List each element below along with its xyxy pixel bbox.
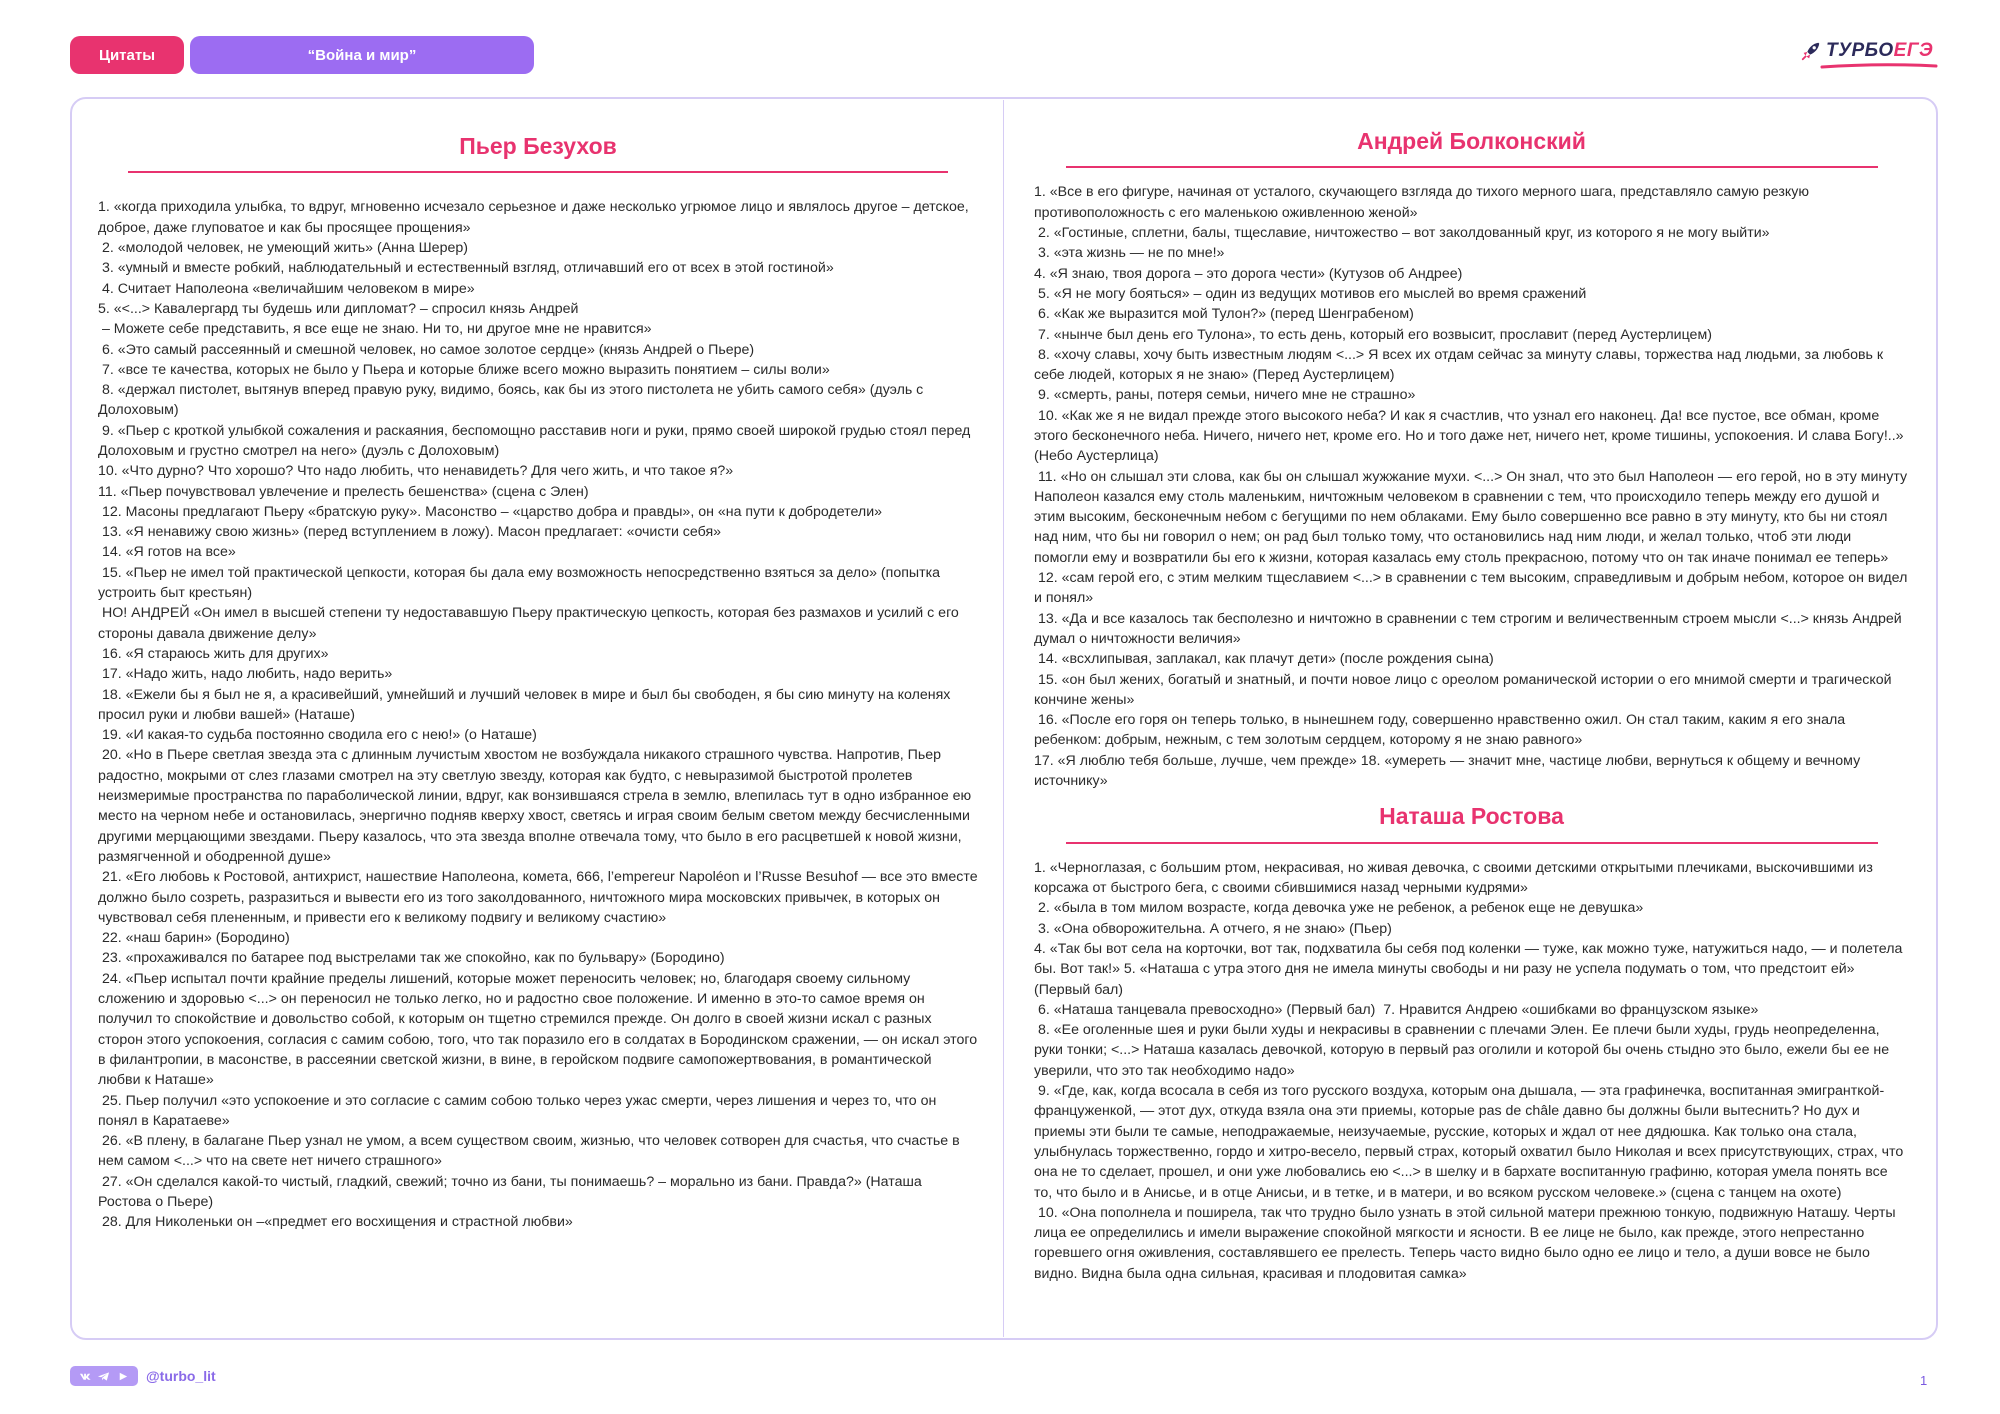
brand-underline-swoosh [1820, 62, 1938, 70]
quote-item: 22. «наш барин» (Бородино) [98, 930, 290, 947]
quote-item: 9. «Пьер с кроткой улыбкой сожаления и раскаяния, беспомощно расставив ноги и руки, прямо своей широкой грудью стоял перед Долоховым и грустно смотрел на него» (дуэль с Долоховым) [98, 422, 975, 459]
section-rule [128, 171, 948, 173]
quote-item: 8. «Ее оголенные шея и руки были худы и некрасивы в сравнении с плечами Элен. Ее плечи были худы, грудь неопределенна, руки тонки; <...> Наташа казалась девочкой, которую в первый раз оголили и которой бы очень стыдно это было, ежели бы ее не уверили, что это так необходимо надо» [1034, 1022, 1894, 1079]
quote-list-natasha [1034, 858, 1909, 1284]
quote-item: 9. «смерть, раны, потеря семьи, ничего мне не страшно» [1034, 387, 1416, 404]
quote-item: 2. «была в том милом возрасте, когда девочка уже не ребенок, а ребенок еще не девушка» [1034, 900, 1644, 917]
quote-item: 16. «Я стараюсь жить для других» [98, 645, 329, 662]
quote-item: 7. «нынче был день его Тулона», то есть день, который его возвысит, прославит (перед Аустерлицем) [1034, 326, 1712, 343]
quote-item: 17. «Надо жить, надо любить, надо верить» [98, 666, 393, 683]
quote-item: 3. «эта жизнь — не по мне!» [1034, 245, 1225, 262]
section-title-andrei: Андрей Болконский [1357, 128, 1586, 154]
quote-item: 23. «прохаживался по батарее под выстрелами так же спокойно, как по бульвару» (Бородино) [98, 950, 725, 967]
quote-item: 6. «Это самый рассеянный и смешной человек, но самое золотое сердце» (князь Андрей о Пьере) [98, 341, 755, 358]
quote-item: 11. «Но он слышал эти слова, как бы он слышал жужжание мухи. <...> Он знал, что это был Наполеон — его герой, но в эту минуту Наполеон казался ему столь маленьким, ничтожным человеком в сравнении с тем, что происходило теперь между его душой и этим высоким, бесконечным небом с бегущими по нем облаками. Ему было совершенно все равно в эту минуту, кто бы ни стоял над ним, что бы ни говорил о нем; он рад был только тому, что остановились над ним люди, и желал только, чтоб эти люди помогли ему и возвратили бы его к жизни, которая казалась ему столь прекрасною, потому что он так иначе понимал ее теперь» [1034, 468, 1912, 566]
quote-item: 28. Для Николеньки он –«предмет его восхищения и страстной любви» [98, 1214, 573, 1231]
vk-icon[interactable] [79, 1371, 92, 1382]
quote-item: 8. «хочу славы, хочу быть известным людям <...> Я всех их отдам сейчас за минуту славы, торжества над людьми, за любовь к себе людей, которых я не знаю» (Перед Аустерлицем) [1034, 346, 1887, 384]
social-handle[interactable]: @turbo_lit [146, 1368, 216, 1384]
brand-logo [1800, 28, 1940, 74]
quote-item: 5. «Я не могу бояться» – один из ведущих мотивов его мыслей во время сражений [1034, 285, 1587, 302]
quote-item: 15. «Пьер не имел той практической цепкости, которая бы дала ему возможность непосредственно взяться за дело» (попытка устроить быт крестьян) [98, 564, 944, 602]
quote-item: 4. «Я знаю, твоя дорога – это дорога чести» (Кутузов об Андрее) [1034, 265, 1463, 282]
quote-item: 16. «После его горя он теперь только, в нынешнем году, совершенно нравственно ожил. Он стал таким, каким я его знала ребенком: добрым, нежным, с тем золотым сердцем, которому я не знаю равного» [1034, 712, 1850, 749]
quote-item: НО! АНДРЕЙ «Он имел в высшей степени ту недостававшую Пьеру практическую цепкость, которая без размахов и усилий с его стороны давала движение делу» [98, 605, 963, 642]
quote-list-andrei [1034, 182, 1912, 791]
quote-item: 5. «<...> Кавалергард ты будешь или дипломат? – спросил князь Андрей [98, 300, 579, 317]
quote-item: 18. «Ежели бы я был не я, а красивейший, умнейший и лучший человек в мире и был бы свободен, я бы сию минуту на коленях просил руки и любви вашей» (Наташе) [98, 686, 955, 723]
section-title-pierre: Пьер Безухов [459, 133, 617, 159]
quote-item: 11. «Пьер почувствовал увлечение и прелесть бешенства» (сцена с Элен) [98, 483, 589, 500]
quote-item: 21. «Его любовь к Ростовой, антихрист, нашествие Наполеона, комета, 666, l’empereur Napoléon и l’Russe Besuhof — все это вместе должно было созреть, разразиться и вывести его из того заколдованного, ничтожного мира московских привычек, в которых он чувствовал себя плененным, и привести его к великому подвигу и великому счастию» [98, 869, 982, 926]
quote-item: 9. «Где, как, когда всосала в себя из того русского воздуха, которым она дышала, — эта графинечка, воспитанная эмигранткой-француженкой, — этот дух, откуда взяла она эти приемы, которые pas de châle давно бы должны были вытеснить? Но дух и приемы эти были те самые, неподражаемые, неизучаемые, русские, которых и ждал от нее дядюшка. Как только она стала, улыбнулась торжественно, гордо и хитро-весело, первый страх, который охватил было Николая и всех присутствующих, страх, что она не то сделает, прошел, и они уже любовались ею <...> в шелку и в бархате воспитанную графиню, которая умела понять все то, что было и в Анисье, и в отце Анисьи, и в тетке, и в матери, и во всяком русском человеке.» (сцена с танцем на охоте) [1034, 1083, 1908, 1201]
rocket-icon [1800, 40, 1822, 62]
quote-item: 20. «Но в Пьере светлая звезда эта с длинным лучистым хвостом не возбуждала никакого страшного чувства. Напротив, Пьер радостно, мокрыми от слез глазами смотрел на эту светлую звезду, которая как будто, с невыразимой быстротой пролетев неизмеримые пространства по параболической линии, вдруг, как вонзившаяся стрела в землю, влепилась тут в одно избранное ею место на черном небе и остановилась, энергично подняв кверху хвост, светясь и играя своим белым светом между бесчисленными другими мерцающими звездами. Пьеру казалось, что эта звезда вполне отвечала тому, что было в его расцветшей к новой жизни, размягченной и ободренной душе» [98, 747, 976, 865]
quote-item: 10. «Как же я не видал прежде этого высокого неба? И как я счастлив, что узнал его наконец. Да! все пустое, все обман, кроме этого бесконечного неба. Ничего, ничего нет, кроме его. Но и того даже нет, ничего нет, кроме тишины, успокоения. И слава Богу!..» (Небо Аустерлица) [1034, 407, 1908, 465]
telegram-icon[interactable] [97, 1371, 110, 1382]
quote-item: 6. «Наташа танцевала превосходно» (Первый бал) 7. Нравится Андрею «ошибками во французском языке» [1034, 1001, 1759, 1018]
quote-item: 27. «Он сделался какой-то чистый, гладкий, свежий; точно из бани, ты понимаешь? – морально из бани. Правда?» (Наташа Ростова о Пьере) [98, 1173, 926, 1210]
quote-item: 17. «Я люблю тебя больше, лучше, чем прежде» 18. «умереть — значит мне, частице любви, вернуться к общему и вечному источнику» [1034, 752, 1865, 790]
quote-item: 4. «Так бы вот села на корточки, вот так, подхватила бы себя под коленки — туже, как можно туже, натужиться надо, — и полетела бы. Вот так!» 5. «Наташа с утра этого дня не имела минуты свободы и ни разу не успела подумать о том, что предстоит ей» (Первый бал) [1034, 940, 1907, 998]
quote-item: 25. Пьер получил «это успокоение и это согласие с самим собою только через ужас смерти, через лишения и через то, что он понял в Каратаеве» [98, 1092, 941, 1129]
quote-item: 14. «Я готов на все» [98, 544, 236, 561]
quote-item: 3. «Она обворожительна. А отчего, я не знаю» (Пьер) [1034, 920, 1392, 937]
quote-item: 10. «Что дурно? Что хорошо? Что надо любить, что ненавидеть? Для чего жить, и что такое я?» [98, 463, 734, 480]
quote-item: 1. «когда приходила улыбка, то вдруг, мгновенно исчезало серьезное и даже несколько угрюмое лицо и являлось другое – детское, доброе, даже глуповатое и как бы просящее прощения» [98, 199, 973, 236]
left-column [98, 100, 982, 1233]
quote-item: 7. «все те качества, которых не было у Пьера и которые ближе всего можно выразить понятием – силы воли» [98, 361, 830, 378]
quote-item: 2. «молодой человек, не умеющий жить» (Анна Шерер) [98, 240, 468, 257]
quote-item: 13. «Да и все казалось так бесполезно и ничтожно в сравнении с тем строгим и величественным строем мысли <...> князь Андрей думал о ничтожности величия» [1034, 610, 1906, 647]
quote-item: 10. «Она пополнела и поширела, так что трудно было узнать в этой сильной матери прежнюю тонкую, подвижную Наташу. Черты лица ее определились и имели выражение спокойной мягкости и ясности. В ее лице не было, как прежде, этого непрестанно горевшего огня оживления, составлявшего ее прелесть. Теперь часто видно было одно ее лицо и тело, а души вовсе не было видно. Видна была одна сильная, красивая и плодовитая самка» [1034, 1204, 1900, 1282]
quote-item: 6. «Как же выразится мой Тулон?» (перед Шенграбеном) [1034, 306, 1414, 323]
work-title-pill: “Война и мир” [190, 36, 534, 74]
quote-item: 12. Масоны предлагают Пьеру «братскую руку». Масонство – «царство добра и правды», он «на пути к добродетели» [98, 503, 883, 520]
page-number: 1 [1920, 1373, 1928, 1388]
section-rule [1066, 166, 1878, 168]
section-title-natasha: Наташа Ростова [1379, 803, 1564, 830]
quote-item: 1. «Черноглазая, с большим ртом, некрасивая, но живая девочка, с своими детскими открытыми плечиками, выскочившими из корсажа от быстрого бега, с своими сбившимися назад черными кудрями» [1034, 859, 1877, 897]
quote-item: 12. «сам герой его, с этим мелким тщеславием <...> в сравнении с тем высоким, справедливым и добрым небом, которое он видел и понял» [1034, 570, 1912, 607]
youtube-icon[interactable] [116, 1371, 129, 1382]
quote-item: 14. «всхлипывая, заплакал, как плачут дети» (после рождения сына) [1034, 651, 1494, 668]
quote-list-pierre [98, 197, 982, 1232]
quote-item: 19. «И какая-то судьба постоянно сводила его с нею!» (о Наташе) [98, 727, 537, 744]
quote-item: 15. «он был жених, богатый и знатный, и почти новое лицо с ореолом романической истории о его мнимой смерти и трагической кончине жены» [1034, 671, 1896, 708]
quote-item: 8. «держал пистолет, вытянув вперед правую руку, видимо, боясь, как бы из этого пистолета не убить самого себя» (дуэль с Долоховым) [98, 382, 928, 419]
brand-name: ТУРБОЕГЭ [1826, 40, 1934, 61]
quote-item: 24. «Пьер испытал почти крайние пределы лишений, которые может переносить человек; но, благодаря своему сильному сложению и здоровью <...> он переносил не только легко, но и радостно свое положение. И именно в это-то самое время он получил то спокойствие и довольство собой, к которым он тщетно стремился прежде. Он долго в своей жизни искал с разных сторон этого успокоения, согласия с самим собою, того, что так поразило его в солдатах в Бородинском сражении, — он искал этого в филантропии, в масонстве, в рассеянии светской жизни, в вине, в геройском подвиге самопожертвования, в романтической любви к Наташе» [98, 970, 982, 1089]
quote-item: 3. «умный и вместе робкий, наблюдательный и естественный взгляд, отличавший его от всех в этой гостиной» [98, 260, 834, 277]
quote-item: 4. Считает Наполеона «величайшим человеком в мире» [98, 280, 475, 297]
quote-item: 1. «Все в его фигуре, начиная от усталого, скучающего взгляда до тихого мерного шага, представляло самую резкую противоположность с его маленькою оживленною женой» [1034, 184, 1813, 221]
quote-item: 26. «В плену, в балагане Пьер узнал не умом, а всем существом своим, жизнью, что человек сотворен для счастья, что счастье в нем самом <...> что на свете нет ничего страшного» [98, 1133, 964, 1170]
right-column [1034, 100, 1912, 1284]
category-tag: Цитаты [70, 36, 184, 74]
column-divider [1003, 100, 1004, 1337]
quote-item: 2. «Гостиные, сплетни, балы, тщеславие, ничтожество – вот заколдованный круг, из которого я не могу выйти» [1034, 225, 1770, 242]
social-links [70, 1366, 138, 1386]
section-rule [1066, 842, 1878, 844]
quote-item: – Можете себе представить, я все еще не знаю. Ни то, ни другое мне не нравится» [98, 321, 652, 338]
quote-item: 13. «Я ненавижу свою жизнь» (перед вступлением в ложу). Масон предлагает: «очисти себя» [98, 524, 722, 541]
